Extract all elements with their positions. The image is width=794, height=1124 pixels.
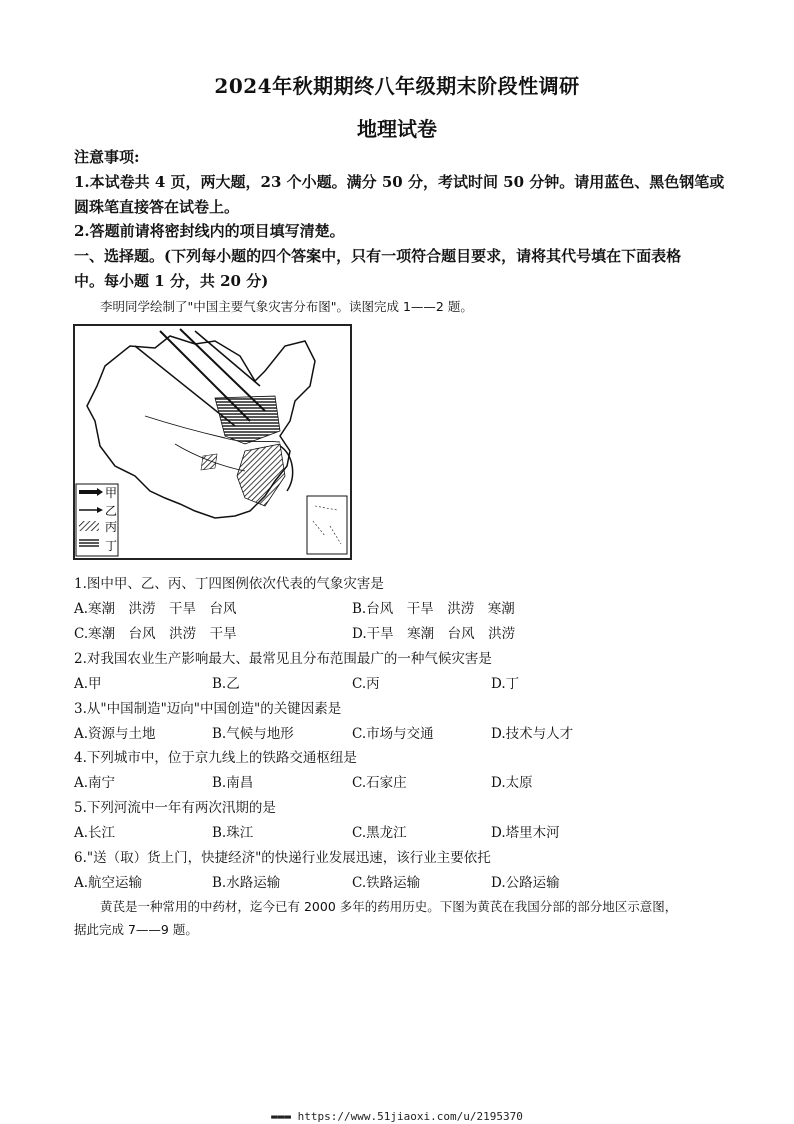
- flood-region: [215, 396, 280, 444]
- q3-option-d[interactable]: D.技术与人才: [491, 726, 574, 742]
- question-5-stem: 5.下列河流中一年有两次汛期的是: [74, 800, 276, 816]
- q6-option-c[interactable]: C.铁路运输: [352, 875, 421, 891]
- q4-option-a[interactable]: A.南宁: [74, 775, 116, 791]
- arrow-line-3: [195, 331, 260, 386]
- small-region: [201, 454, 217, 470]
- q3-option-b[interactable]: B.气候与地形: [212, 726, 294, 742]
- map-drawing: [75, 326, 350, 558]
- page-subtitle: 地理试卷: [357, 117, 437, 141]
- q2-option-c[interactable]: C.丙: [352, 676, 380, 692]
- legend-label-1: 甲: [105, 486, 118, 500]
- legend-symbol-3: [79, 521, 99, 531]
- drought-region: [237, 444, 285, 506]
- q6-option-d[interactable]: D.公路运输: [491, 875, 560, 891]
- section-1-line-2: 中。每小题 1 分，共 20 分): [74, 272, 269, 290]
- q1-option-c[interactable]: C.寒潮 台风 洪涝 干旱: [74, 626, 237, 642]
- map-intro: 李明同学绘制了"中国主要气象灾害分布图"。读图完成 1——2 题。: [100, 299, 473, 314]
- china-outline: [87, 336, 315, 518]
- q3-option-c[interactable]: C.市场与交通: [352, 726, 434, 742]
- page-title: 2024年秋期期终八年级期末阶段性调研: [214, 74, 580, 98]
- legend-symbol-4: [79, 538, 99, 548]
- legend-label-4: 丁: [105, 539, 118, 553]
- question-2-stem: 2.对我国农业生产影响最大、最常见且分布范围最广的一种气候灾害是: [74, 651, 492, 667]
- q5-option-d[interactable]: D.塔里木河: [491, 825, 560, 841]
- q4-option-d[interactable]: D.太原: [491, 775, 533, 791]
- notice-item-1-line-1: 1.本试卷共 4 页，两大题，23 个小题。满分 50 分，考试时间 50 分钟。请用蓝色、黑色钢笔或: [74, 173, 725, 191]
- section-1-line-1: 一、选择题。(下列每小题的四个答案中，只有一项符合题目要求，请将其代号填在下面表格: [74, 247, 682, 265]
- q5-option-a[interactable]: A.长江: [74, 825, 116, 841]
- footer-watermark[interactable]: ▬▬▬ https://www.51jiaoxi.com/u/2195370: [271, 1110, 523, 1123]
- q1-option-d[interactable]: D.干旱 寒潮 台风 洪涝: [352, 626, 516, 642]
- weather-disaster-map: [73, 324, 352, 560]
- q1-option-a[interactable]: A.寒潮 洪涝 干旱 台风: [74, 601, 237, 617]
- q4-option-b[interactable]: B.南昌: [212, 775, 254, 791]
- south-sea-inset: [307, 496, 347, 554]
- q2-option-b[interactable]: B.乙: [212, 676, 240, 692]
- notice-heading: 注意事项:: [74, 148, 140, 166]
- question-4-stem: 4.下列城市中，位于京九线上的铁路交通枢纽是: [74, 750, 357, 766]
- q3-option-a[interactable]: A.资源与土地: [74, 726, 156, 742]
- legend-label-2: 乙: [105, 504, 118, 518]
- q6-option-a[interactable]: A.航空运输: [74, 875, 143, 891]
- q2-option-d[interactable]: D.丁: [491, 676, 520, 692]
- notice-item-2: 2.答题前请将密封线内的项目填写清楚。: [74, 222, 345, 240]
- question-3-stem: 3.从"中国制造"迈向"中国创造"的关键因素是: [74, 701, 342, 717]
- question-6-stem: 6."送（取）货上门，快捷经济"的快递行业发展迅速，该行业主要依托: [74, 850, 491, 866]
- legend-label-3: 丙: [105, 520, 118, 534]
- passage-2-line-1: 黄芪是一种常用的中药材，迄今已有 2000 多年的药用历史。下图为黄芪在我国分部的部分地区示意图，: [100, 899, 678, 914]
- q5-option-b[interactable]: B.珠江: [212, 825, 254, 841]
- q2-option-a[interactable]: A.甲: [74, 676, 102, 692]
- q5-option-c[interactable]: C.黑龙江: [352, 825, 407, 841]
- passage-2-line-2: 据此完成 7——9 题。: [74, 922, 198, 937]
- q4-option-c[interactable]: C.石家庄: [352, 775, 407, 791]
- q6-option-b[interactable]: B.水路运输: [212, 875, 281, 891]
- question-1-stem: 1.图中甲、乙、丙、丁四图例依次代表的气象灾害是: [74, 576, 384, 592]
- q1-option-b[interactable]: B.台风 干旱 洪涝 寒潮: [352, 601, 515, 617]
- notice-item-1-line-2: 圆珠笔直接答在试卷上。: [74, 198, 240, 216]
